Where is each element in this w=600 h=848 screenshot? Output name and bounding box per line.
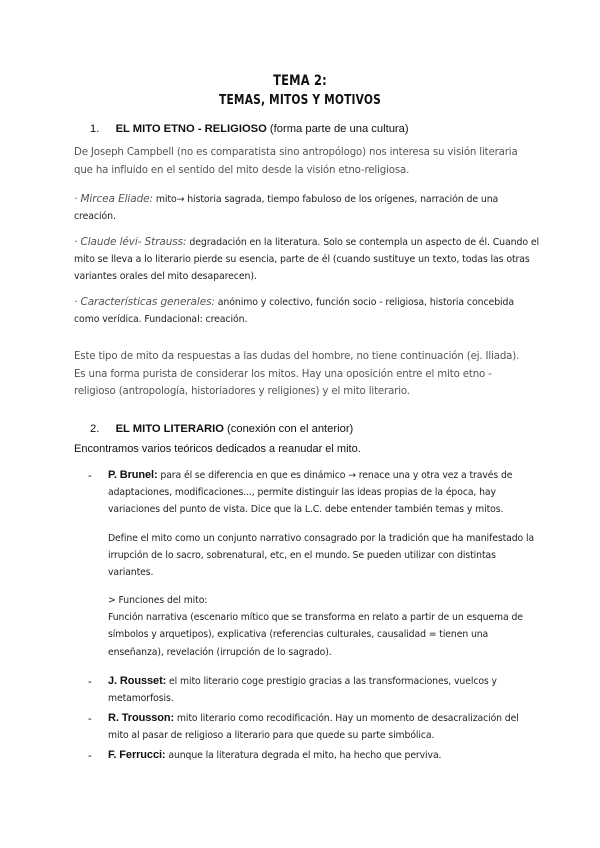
rousset-item: J. Rousset: el mito literario coge prestigio gracias a las transformaciones, vuelcos y metamorfosis. [108, 675, 497, 705]
funciones-del-mito: > Funciones del mito: Función narrativa (escenario mítico que se transforma en relato a partir de un esquema de símbolos y arquetipos), explicativa (referencias culturales, causalidad = tienen una enseñanza), revelación (irrupción de lo sagrado). [108, 592, 528, 661]
bullet-dash: - [88, 713, 92, 725]
brunel-name: P. Brunel: [108, 469, 158, 481]
section-title: EL MITO ETNO - RELIGIOSO [115, 123, 267, 135]
closing-paragraph: Este tipo de mito da respuestas a las dudas del hombre, no tiene continuación (ej. Iliada). Es una forma purista de considerar los mitos. Hay una oposición entre el mito etno - religioso (antropología, historiadores y religiones) y el mito literario. [74, 351, 520, 397]
section-note: (conexión con el anterior) [227, 423, 354, 435]
brunel-item: P. Brunel: para él se diferencia en que es dinámico → renace una y otra vez a través de adaptaciones, modificaciones..., permite distinguir las ideas propias de la época, hay variaciones del punto de vista. Dice que la L.C. debe entender también temas y mitos. [108, 469, 513, 516]
ferrucci-name: F. Ferrucci: [108, 749, 166, 761]
page-title: TEMA 2: [273, 73, 327, 89]
caracteristicas-paragraph: · Características generales: anónimo y colectivo, función socio - religiosa, historia concebida como verídica. Fundacional: creación. [74, 296, 515, 325]
caracteristicas-label: · Características generales: [74, 296, 215, 308]
trousson-item: R. Trousson: mito literario como recodificación. Hay un momento de desacralización del mito al pasar de religioso a literario para que quede su parte simbólica. [108, 712, 519, 742]
page-subtitle: TEMAS, MITOS Y MOTIVOS [219, 93, 381, 108]
ferrucci-item: F. Ferrucci: aunque la literatura degrada el mito, ha hecho que perviva. [108, 749, 442, 761]
section-heading-2 [90, 423, 353, 435]
section2-intro: Encontramos varios teóricos dedicados a reanudar el mito. [74, 443, 361, 455]
funciones-title: > Funciones del mito: [108, 595, 208, 606]
eliade-paragraph: · Mircea Eliade: mito→ historia sagrada, tiempo fabuloso de los orígenes, narración de una creación. [74, 193, 499, 222]
rousset-name: J. Rousset: [108, 675, 167, 687]
section-note: (forma parte de una cultura) [269, 123, 409, 135]
trousson-name: R. Trousson: [108, 712, 175, 724]
bullet-dash: - [88, 470, 92, 482]
bullet-dash: - [88, 676, 92, 688]
section-heading-1 [90, 123, 409, 135]
eliade-label: · Mircea Eliade: [74, 193, 153, 205]
section-number: 2. [90, 423, 100, 435]
section-number: 1. [90, 123, 100, 135]
brunel-definition: Define el mito como un conjunto narrativo consagrado por la tradición que ha manifestado la irrupción de lo sacro, sobrenatural, etc, en el mundo. Se pueden utilizar con distintas variantes. [108, 533, 535, 579]
levi-strauss-paragraph: · Claude lévi- Strauss: degradación en la literatura. Solo se contempla un aspecto de él. Cuando el mito se lleva a lo literario pierde su esencia, parte de él (cuando sustituye un texto, todas las otras variantes orales del mito desaparecen). [74, 236, 540, 282]
campbell-paragraph: De Joseph Campbell (no es comparatista sino antropólogo) nos interesa su visión literaria que ha influido en el sentido del mito desde la visión etno-religiosa. [74, 147, 518, 176]
section-title: EL MITO LITERARIO [115, 423, 224, 435]
levi-label: · Claude lévi- Strauss: [74, 236, 187, 248]
bullet-dash: - [88, 750, 92, 762]
